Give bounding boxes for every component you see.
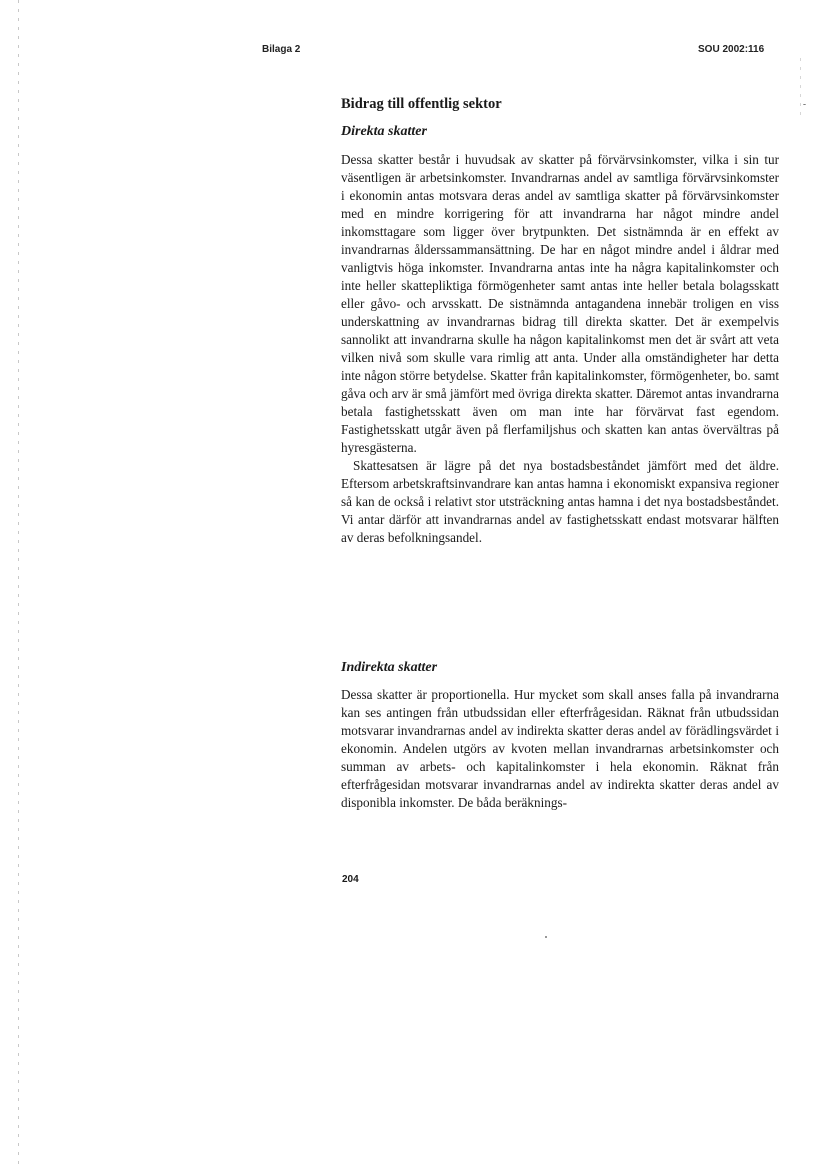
header-appendix-label: Bilaga 2 [262,44,301,55]
header-report-id: SOU 2002:116 [698,44,765,55]
subheading-direct-taxes: Direkta skatter [341,124,427,139]
scan-left-edge [18,0,19,1168]
subheading-indirect-taxes: Indirekta skatter [341,660,438,675]
direct-taxes-paragraph-2: Skattesatsen är lägre på det nya bostadsbeståndet jämfört med det äldre. Eftersom arbetskraftsinvandrare kan antas hamna i ekonomiskt expansiva regioner så kan de också i relativt stor utsträckning antas hamna i det nya bostadsbeståndet. Vi antar därför att invandrarnas andel av fastighetsskatt endast motsvarar hälften av deras befolkningsandel. [341,458,779,545]
scan-speck [803,104,806,105]
section-title: Bidrag till offentlig sektor [341,96,502,112]
indirect-taxes-paragraph-1: Dessa skatter är proportionella. Hur mycket som skall anses falla på invandrarna kan ses antingen från utbudssidan eller efterfrågesidan. Räknat från utbudssidan motsvarar invandrarnas andel av indirekta skatter deras andel av förädlingsvärdet i ekonomin. Andelen utgörs av kvoten mellan invandrarnas arbetsinkomster och summan av arbets- och kapitalinkomster i hela ekonomin. Räknat från efterfrågesidan motsvarar invandrarnas andel av indirekta skatter deras andel av disponibla inkomster. De båda beräknings- [341,687,779,810]
indirect-taxes-body [341,686,779,812]
page-number: 204 [342,874,359,885]
direct-taxes-paragraph-1: Dessa skatter består i huvudsak av skatter på förvärvsinkomster, vilka i sin tur väsentligen är arbetsinkomster. Invandrarnas andel av samtliga förvärvsinkomster i ekonomin antas motsvara deras andel av samtliga skatter på förvärvsinkomster med en mindre korrigering för att invandrarna har något mindre andel inkomsttagare som ligger över brytpunkten. Det sistnämnda är en effekt av invandrarnas ålderssammansättning. De har en något mindre andel i åldrar med vanligtvis höga inkomster. Invandrarna antas inte ha några kapitalinkomster och inte heller skattepliktiga förmögenheter samt antas inte heller betala bolagsskatt eller gåvo- och arvsskatt. De sistnämnda antagandena innebär troligen en viss underskattning av invandrarnas bidrag till direkta skatter. Det är exempelvis sannolikt att invandrarna skulle ha någon kapitalinkomst men det är svårt att veta vilken nivå som skulle vara rimlig att anta. Under alla omständigheter har detta inte någon större betydelse. Skatter från kapitalinkomster, förmögenheter, bo. samt gåva och arv är små jämfört med övriga direkta skatter. Däremot antas invandrarna betala fastighetsskatt även om man inte har förvärvat fast egendom. Fastighetsskatt utgår även på flerfamiljshus och skatten kan antas övervältras på hyresgästerna. [341,152,779,455]
direct-taxes-body [341,151,779,547]
scan-right-edge-mark [800,58,801,118]
scan-speck [545,936,547,938]
